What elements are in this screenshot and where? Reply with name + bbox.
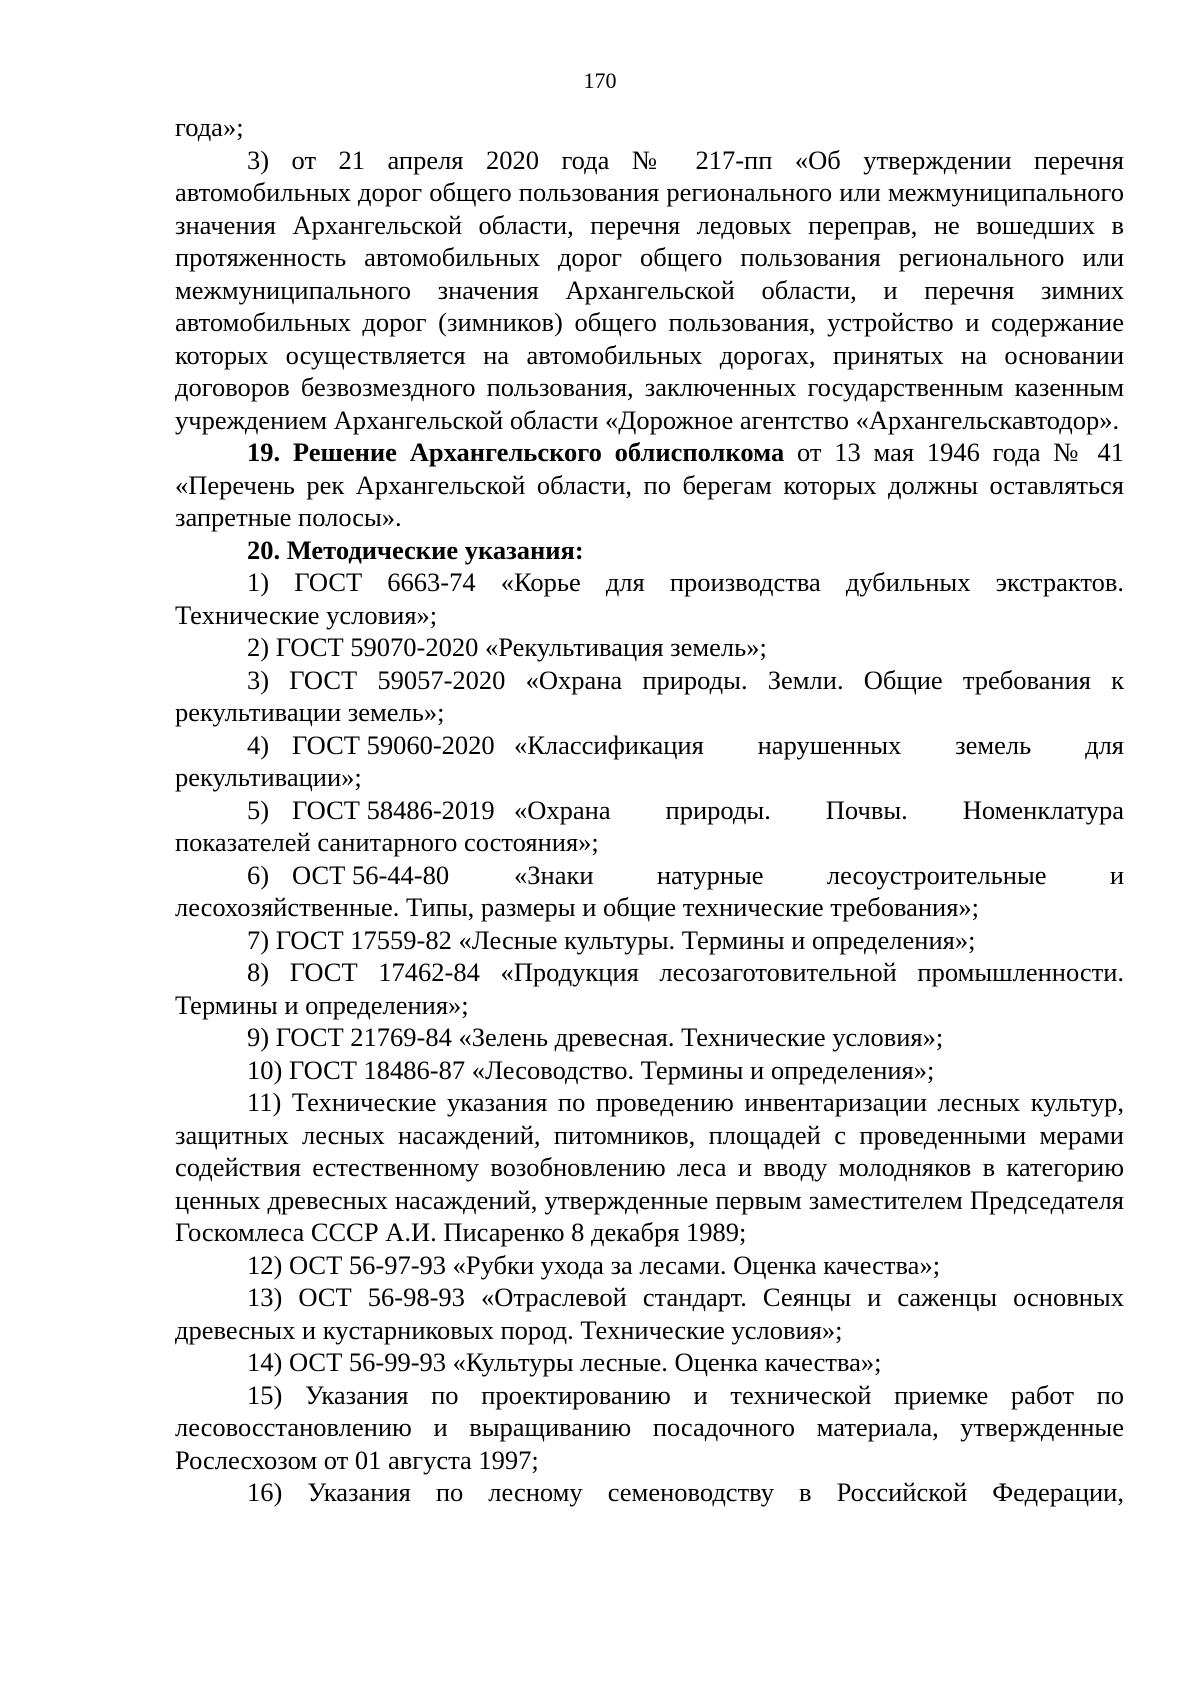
list-item-8: 8) ГОСТ 17462-84 «Продукция лесозаготовительной промышленности. Термины и определения»; — [175, 957, 1124, 1020]
list-item-4-code: ГОСТ 59060-2020 — [292, 729, 495, 760]
list-item-6-title: «Знаки натурные лесоустроительные и — [514, 859, 1124, 890]
list-item-4-continuation: рекультивации»; — [175, 762, 362, 792]
list-item-13: 13) ОСТ 56-98-93 «Отраслевой стандарт. Сеянцы и саженцы основных древесных и кустарниковых пород. Технические условия»; — [175, 1282, 1124, 1345]
list-item-5-number: 5) — [247, 794, 270, 825]
list-item-12: 12) ОСТ 56-97-93 «Рубки ухода за лесами. Оценка качества»; — [247, 1249, 941, 1280]
list-item-4-title: «Классификация нарушенных земель для — [514, 729, 1124, 760]
list-item-10: 10) ГОСТ 18486-87 «Лесоводство. Термины и определения»; — [247, 1054, 935, 1085]
list-item-6-number: 6) — [247, 859, 270, 890]
list-item-5 — [175, 794, 1124, 859]
list-item-2: 2) ГОСТ 59070-2020 «Рекультивация земель»; — [247, 632, 767, 662]
list-item-6-code: ОСТ 56-44-80 — [292, 859, 450, 890]
list-item-15: 15) Указания по проектированию и технической приемке работ по лесовосстановлению и выращиванию посадочного материала, утвержденные Рослесхозом от 01 августа 1997; — [175, 1379, 1124, 1475]
section-20-heading: 20. Методические указания: — [247, 534, 584, 565]
list-item-5-title: «Охрана природы. Почвы. Номенклатура — [514, 794, 1124, 825]
paragraph-item-3: 3) от 21 апреля 2020 года № 217-пп «Об утверждении перечня автомобильных дорог общего пользования регионального или межмуниципального значения Архангельской области, перечня ледовых переправ, не вошедших в протяженность автомобильных дорог общего пользования регионального или межмуниципального значения Архангельской области, и перечня зимних автомобильных дорог (зимников) общего пользования, устройство и содержание которых осуществляется на автомобильных дорогах, принятых на основании договоров безвозмездного пользования, заключенных государственным казенным учреждением Архангельской области «Дорожное агентство «Архангельскавтодор». — [175, 144, 1124, 435]
paragraph-section-19 — [175, 436, 1124, 534]
list-item-1: 1) ГОСТ 6663-74 «Корье для производства дубильных экстрактов. Технические условия»; — [175, 567, 1124, 630]
paragraph-continuation: года»; — [175, 112, 244, 142]
list-item-14: 14) ОСТ 56-99-93 «Культуры лесные. Оценка качества»; — [247, 1347, 882, 1377]
list-item-9: 9) ГОСТ 21769-84 «Зелень древесная. Технические условия»; — [247, 1022, 944, 1052]
list-item-4 — [175, 729, 1124, 794]
list-item-6-continuation: лесохозяйственные. Типы, размеры и общие технические требования»; — [175, 892, 980, 922]
list-item-5-code: ГОСТ 58486-2019 — [292, 794, 495, 825]
list-item-6 — [175, 859, 1124, 924]
list-item-3: 3) ГОСТ 59057-2020 «Охрана природы. Земли. Общие требования к рекультивации земель»; — [175, 664, 1124, 727]
list-item-7: 7) ГОСТ 17559-82 «Лесные культуры. Термины и определения»; — [247, 924, 976, 955]
list-item-4-number: 4) — [247, 729, 270, 760]
list-item-5-continuation: показателей санитарного состояния»; — [175, 827, 599, 857]
list-item-11: 11) Технические указания по проведению инвентаризации лесных культур, защитных лесных насаждений, питомников, площадей с проведенными мерами содействия естественному возобновлению леса и вводу молодняков в категорию ценных древесных насаждений, утвержденные первым заместителем Председателя Госкомлеса СССР А.И. Писаренко 8 декабря 1989; — [175, 1087, 1124, 1247]
list-item-16: 16) Указания по лесному семеноводству в Российской Федерации, — [247, 1477, 1124, 1507]
section-19-heading: 19. Решение Архангельского облисполкома — [247, 437, 785, 467]
section-19-text: от 13 мая 1946 года № 41 «Перечень рек Архангельской области, по берегам которых должны оставляться запретные полосы». — [175, 437, 1124, 532]
page-number: 170 — [583, 68, 617, 93]
document-body — [175, 111, 1124, 1509]
